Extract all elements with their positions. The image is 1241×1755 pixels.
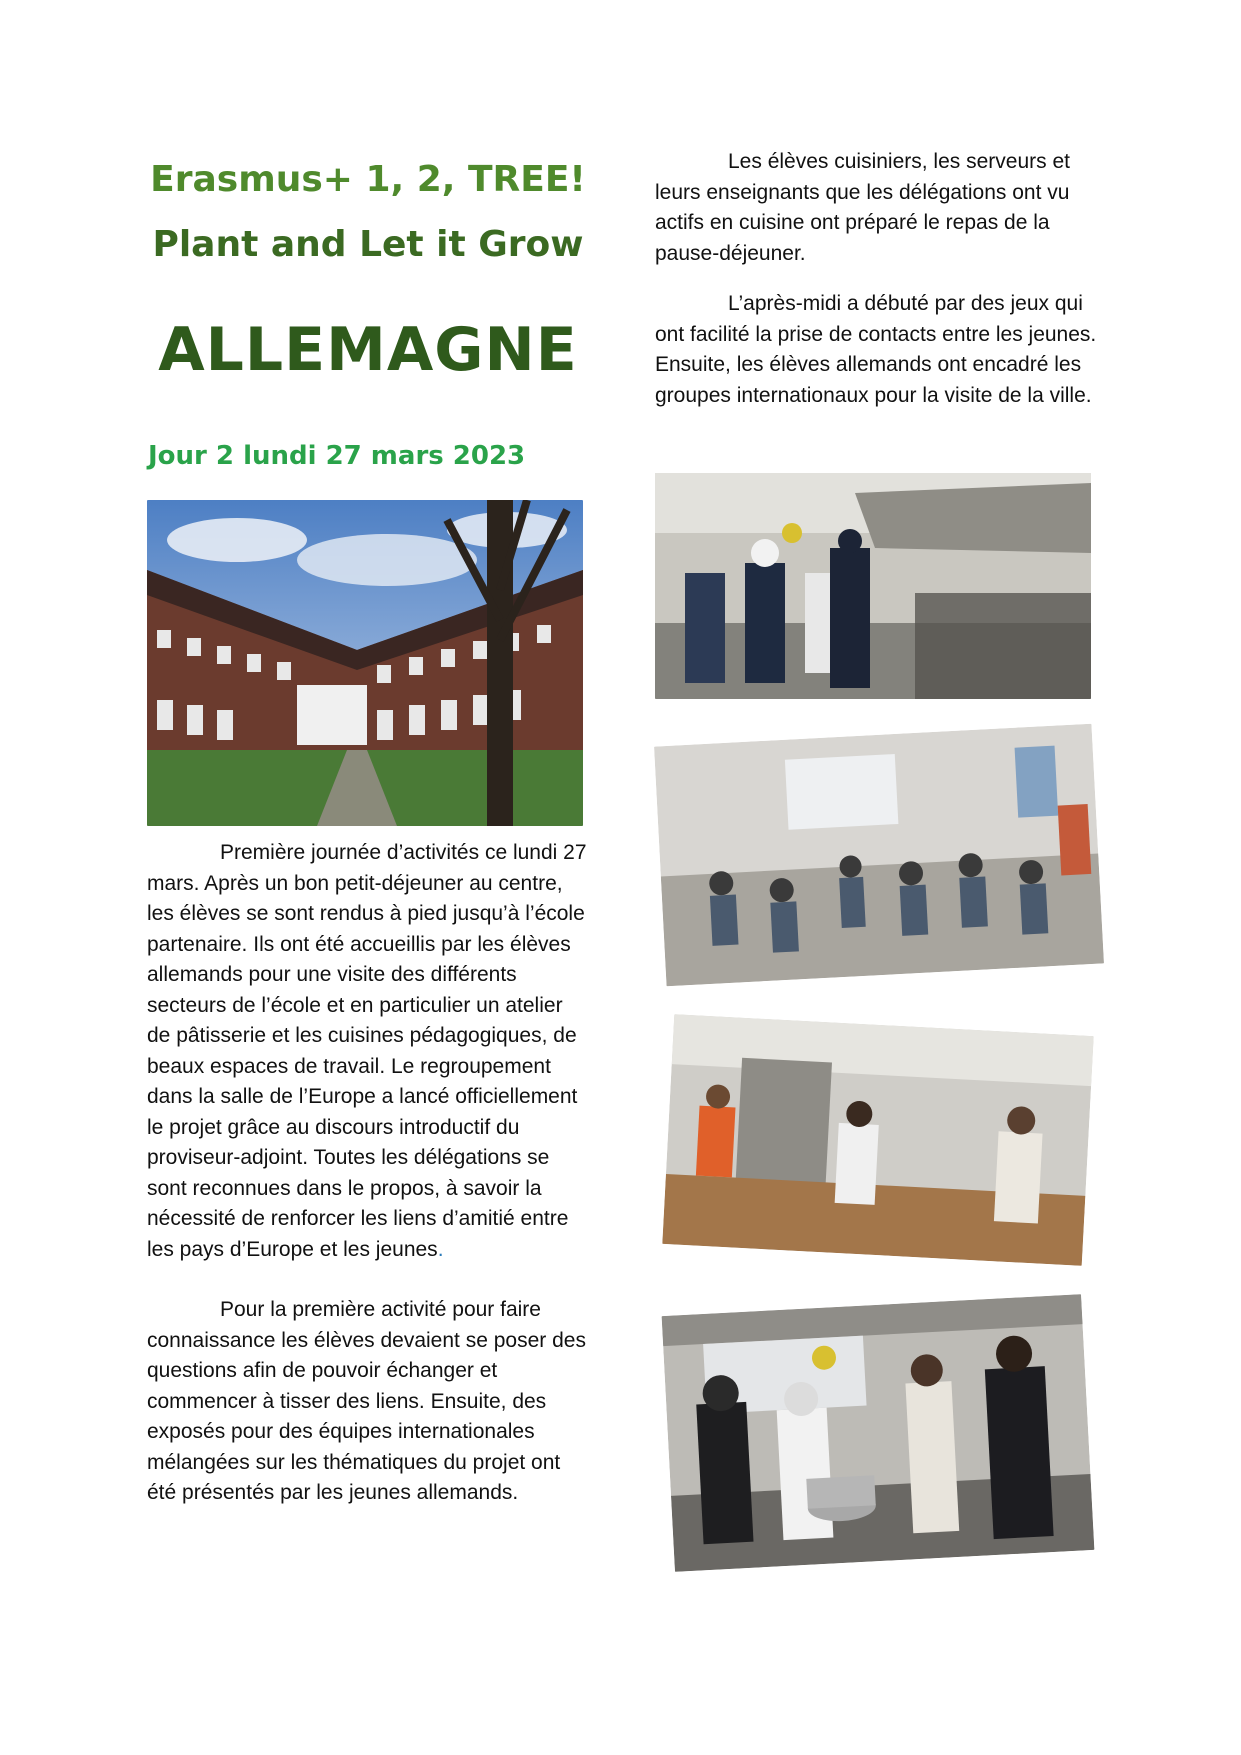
- title-line-2: Plant and Let it Grow: [152, 224, 584, 265]
- pastry-workshop-photo: [662, 1014, 1093, 1266]
- right-paragraph-2: L’après-midi a débuté par des jeux qui ont facilité la prise de contacts entre les jeunes. Ensuite, les élèves allemands ont encadré les groupes internationaux pour la visite de la ville.: [655, 292, 1097, 407]
- title-line-1: Erasmus+ 1, 2, TREE!: [150, 159, 586, 200]
- cooking-photo: [662, 1294, 1095, 1572]
- country-heading: ALLEMAGNE: [158, 315, 578, 385]
- left-paragraph-1-end: .: [437, 1237, 444, 1261]
- right-paragraph-1: Les élèves cuisiniers, les serveurs et leurs enseignants que les délégations ont vu actifs en cuisine ont préparé le repas de la pause-déjeuner.: [655, 150, 1070, 265]
- school-building-photo: [147, 500, 583, 826]
- left-paragraph-1-text: Première journée d’activités ce lundi 27 mars. Après un bon petit-déjeuner au centre, les élèves se sont rendus à pied jusqu’à l’école partenaire. Ils ont été accueillis par les élèves allemands pour une visite des différents secteurs de l’école et en particulier un atelier de pâtisserie et les cuisines pédagogiques, de beaux espaces de travail. Le regroupement dans la salle de l’Europe a lancé officiellement le projet grâce au discours introductif du proviseur-adjoint. Toutes les délégations se sont reconnues dans le propos, à savoir la nécessité de renforcer les liens d’amitié entre les pays d’Europe et les jeunes: [147, 841, 587, 1261]
- day-subheading: Jour 2 lundi 27 mars 2023: [148, 441, 526, 471]
- left-paragraph-1: [147, 838, 587, 1265]
- kitchen-photo: [655, 473, 1091, 699]
- classroom-photo: [654, 724, 1104, 987]
- left-paragraph-2: Pour la première activité pour faire connaissance les élèves devaient se poser des questions afin de pouvoir échanger et commencer à tisser des liens. Ensuite, des exposés pour des équipes internationales mélangées sur les thématiques du projet ont été présentés par les jeunes allemands.: [147, 1298, 586, 1504]
